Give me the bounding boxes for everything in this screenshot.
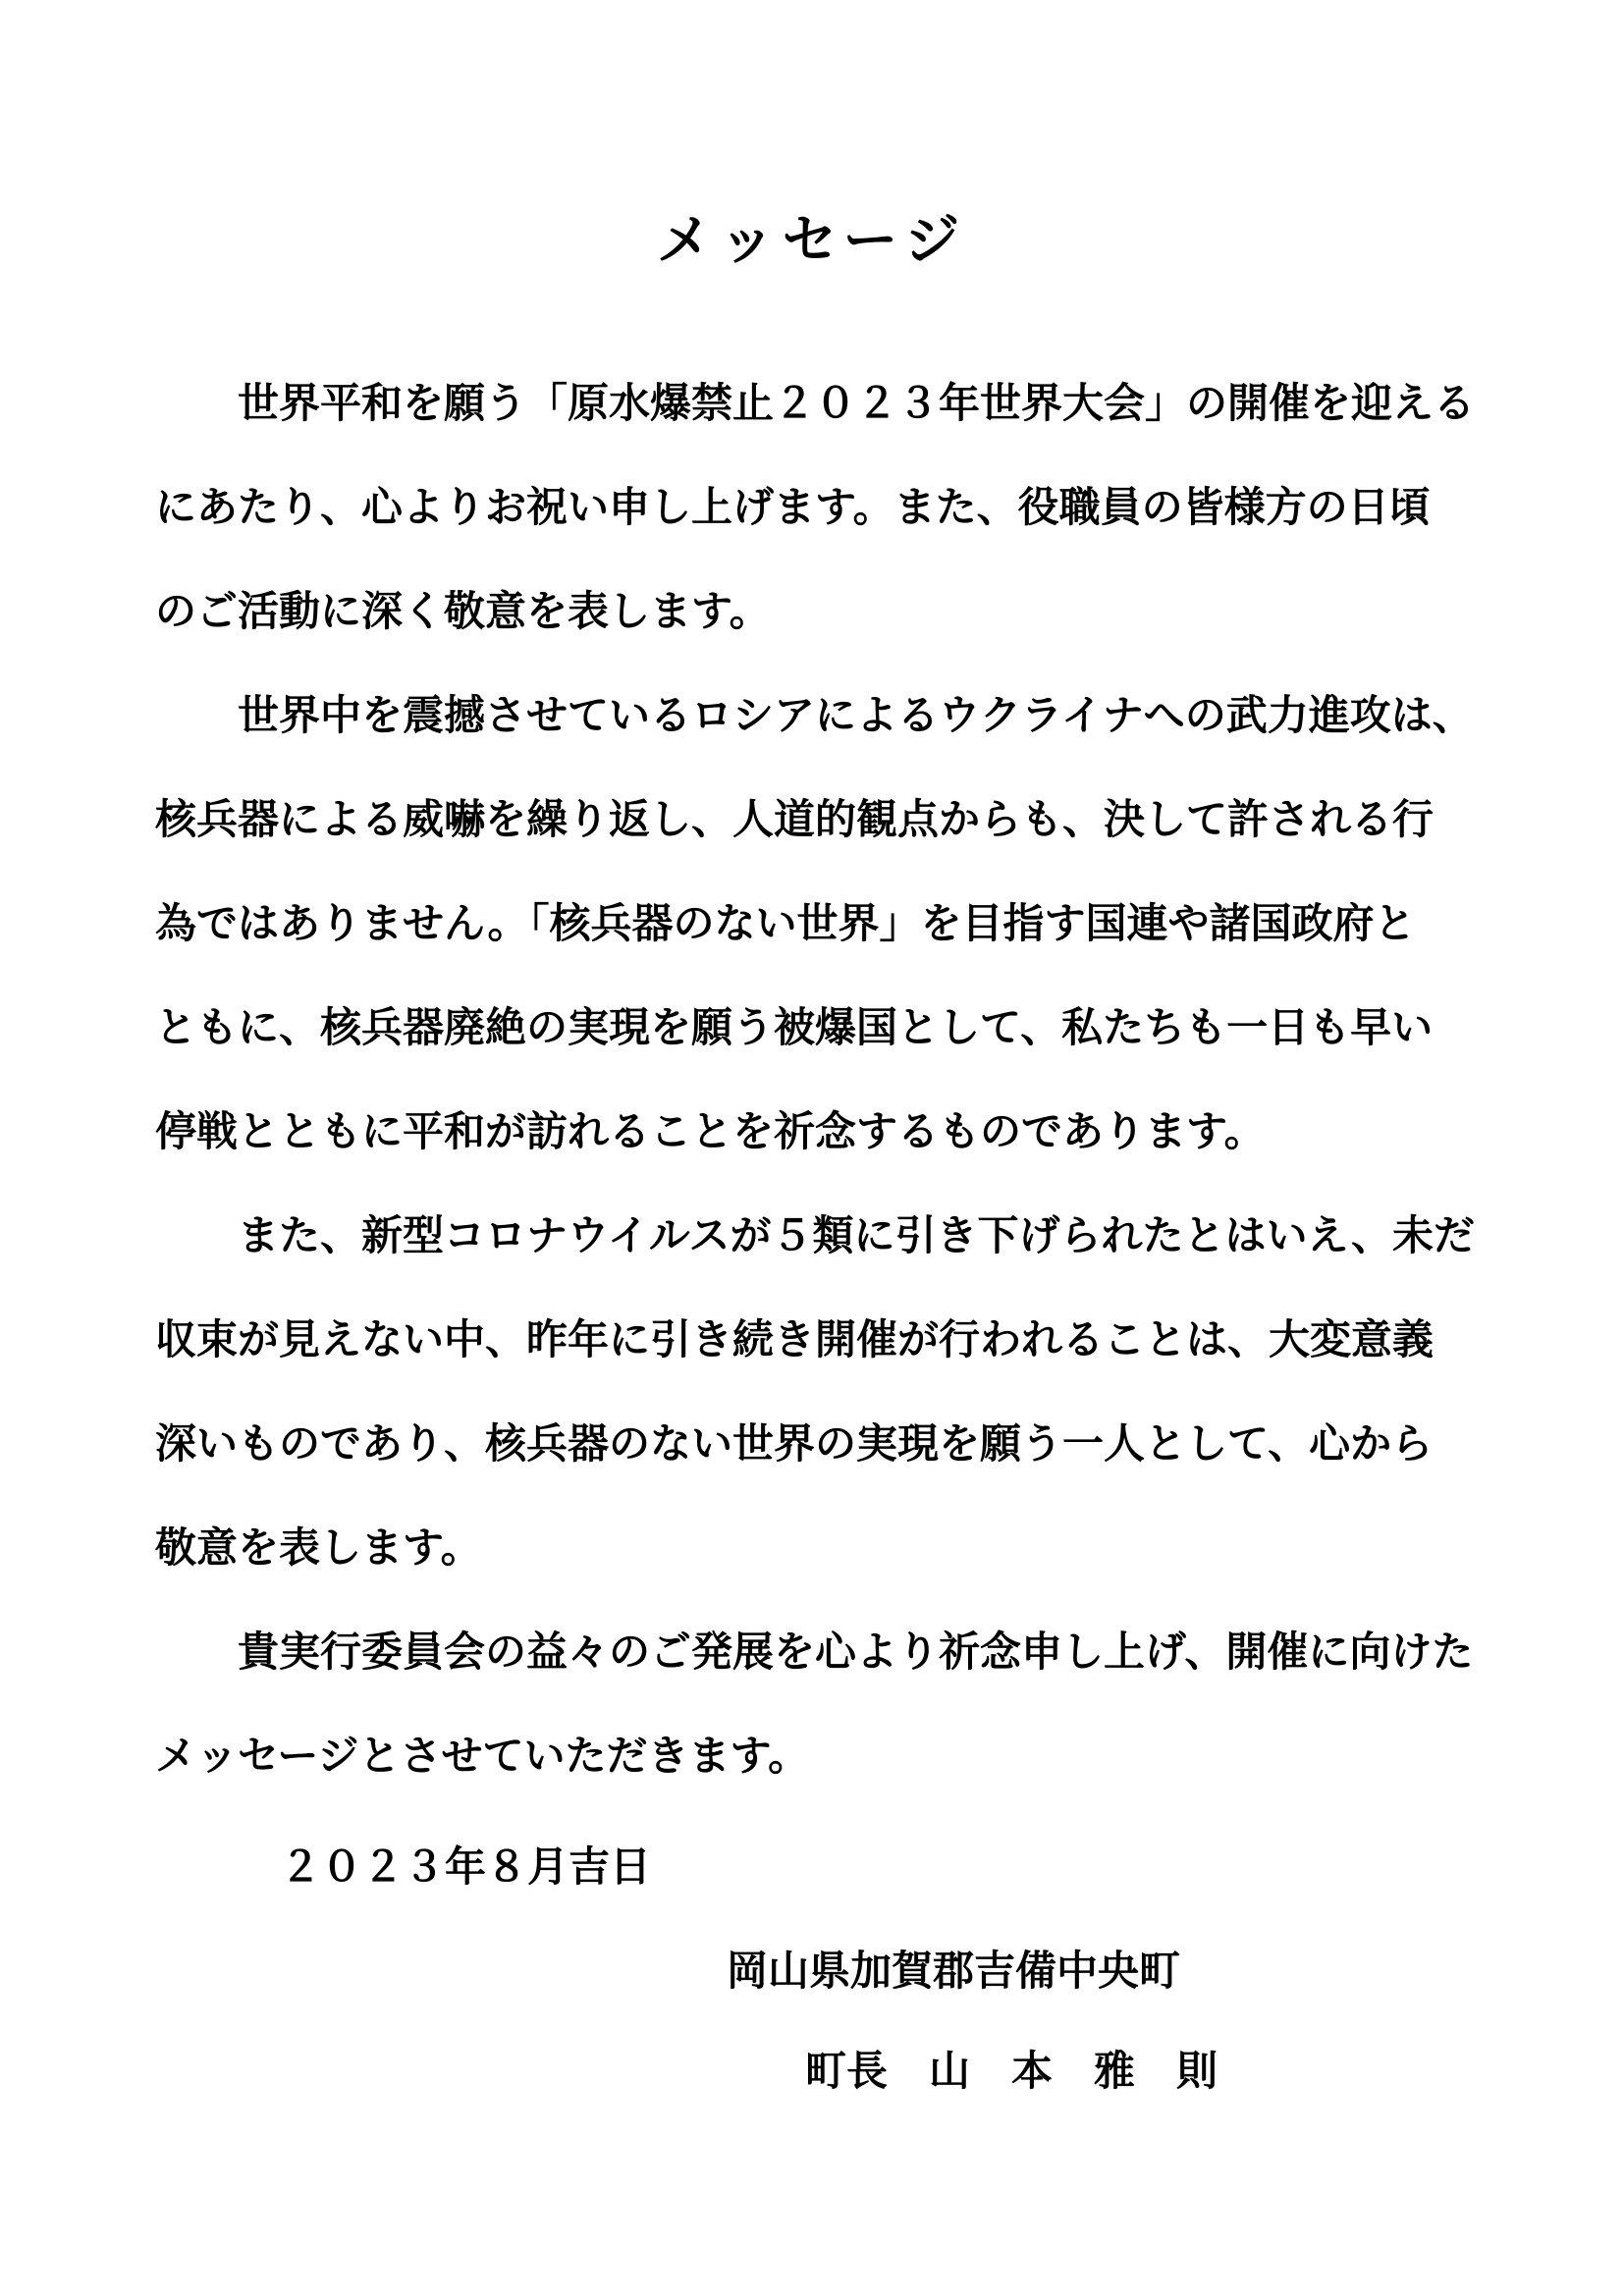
message-body <box>155 351 1476 1808</box>
paragraph-line: 為ではありません。「核兵器のない世界」を目指す国連や諸国政府と <box>155 899 1416 947</box>
document-title: メッセージ <box>656 208 968 273</box>
paragraph-line: 世界平和を願う「原水爆禁止２０２３年世界大会」の開催を迎える <box>238 379 1476 427</box>
paragraph-1 <box>155 351 1476 664</box>
paragraph-3 <box>155 1184 1476 1600</box>
paragraph-line: また、新型コロナウイルスが５類に引き下げられたとはいえ、未だ <box>238 1211 1476 1259</box>
paragraph-line: にあたり、心よりお祝い申し上げます。また、役職員の皆様方の日頃 <box>155 483 1431 531</box>
signer-name: 町長 山 本 雅 則 <box>805 2047 1218 2095</box>
paragraph-line: 収束が見えない中、昨年に引き続き開催が行われることは、大変意義 <box>155 1315 1435 1363</box>
paragraph-line: のご活動に深く敬意を表します。 <box>155 587 771 635</box>
paragraph-line: 停戦とともに平和が訪れることを祈念するものであります。 <box>155 1107 1266 1155</box>
paragraph-2 <box>155 664 1474 1184</box>
paragraph-line: 核兵器による威嚇を繰り返し、人道的観点からも、決して許される行 <box>155 795 1435 843</box>
paragraph-line: メッセージとさせていただきます。 <box>155 1732 810 1780</box>
paragraph-4 <box>155 1600 1474 1808</box>
paragraph-line: 敬意を表します。 <box>155 1523 482 1572</box>
paragraph-line: 世界中を震撼させているロシアによるウクライナへの武力進攻は、 <box>238 691 1474 739</box>
paragraph-line: 深いものであり、核兵器のない世界の実現を願う一人として、心から <box>155 1419 1434 1468</box>
document-date: ２０２３年８月吉日 <box>280 1842 652 1891</box>
paragraph-line: ともに、核兵器廃絶の実現を願う被爆国として、私たちも一日も早い <box>155 1003 1434 1051</box>
paragraph-line: 貴実行委員会の益々のご発展を心より祈念申し上げ、開催に向けた <box>238 1628 1474 1676</box>
organization-name: 岡山県加賀郡吉備中央町 <box>727 1947 1181 1995</box>
